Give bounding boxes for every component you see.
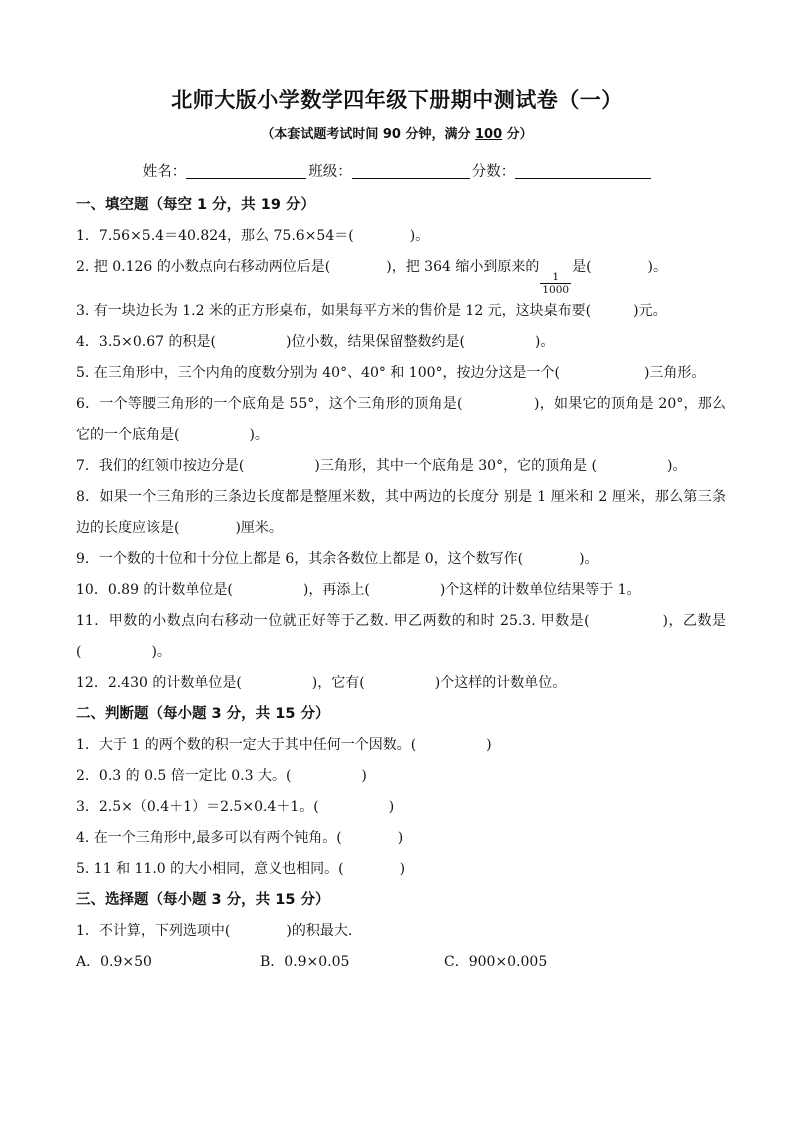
full-score: 100 [475, 127, 503, 142]
section-true-false-title: 二、判断题（每小题 3 分，共 15 分） [76, 706, 330, 722]
class-field[interactable] [352, 162, 470, 179]
question-2-1: 1．大于 1 的两个数的积一定大于其中任何一个因数。( ) [76, 737, 492, 753]
fraction-numerator: 1 [552, 271, 560, 283]
name-field[interactable] [186, 162, 306, 179]
page-title: 北师大版小学数学四年级下册期中测试卷（一） [171, 88, 623, 112]
exam-content [76, 190, 726, 978]
exam-instructions [0, 123, 794, 142]
question-1-9: 9．一个数的十位和十分位上都是 6，其余各数位上都是 0，这个数写作( )。 [76, 551, 599, 567]
choice-b: B．0.9×0.05 [260, 954, 350, 970]
question-1-5: 5. 在三角形中，三个内角的度数分别为 40°、40° 和 100°，按边分这是一个( )三角形。 [76, 365, 706, 381]
question-1-2-text: 2. 把 0.126 的小数点向右移动两位后是( )，把 364 缩小到原来的 [76, 259, 540, 275]
instructions-suffix: 分） [502, 127, 533, 142]
question-1-7: 7．我们的红领巾按边分是( )三角形，其中一个底角是 30°，它的顶角是 ( )。 [76, 458, 687, 474]
question-2-2: 2．0.3 的 0.5 倍一定比 0.3 大。( ) [76, 768, 367, 784]
question-2-4: 4. 在一个三角形中,最多可以有两个钝角。( ) [76, 830, 404, 846]
question-2-3: 3．2.5×（0.4＋1）＝2.5×0.4＋1。( ) [76, 799, 395, 815]
section-multiple-choice-title: 三、选择题（每小题 3 分，共 15 分） [76, 892, 330, 908]
question-1-3: 3. 有一块边长为 1.2 米的正方形桌布，如果每平方米的售价是 12 元，这块桌布要( )元。 [76, 303, 667, 319]
question-1-1: 1．7.56×5.4＝40.824，那么 75.6×54＝( )。 [76, 228, 430, 244]
score-label: 分数： [471, 164, 516, 180]
question-1-2 [76, 252, 726, 296]
question-1-12: 12．2.430 的计数单位是( )，它有( )个这样的计数单位。 [76, 675, 567, 691]
question-1-4: 4．3.5×0.67 的积是( )位小数，结果保留整数约是( )。 [76, 334, 555, 350]
section-fill-blank-title: 一、填空题（每空 1 分，共 19 分） [76, 197, 315, 213]
question-1-8: 8．如果一个三角形的三条边长度都是整厘米数，其中两边的长度分 别是 1 厘米和 2 厘米，那么第三条边的长度应该是( )厘米。 [76, 489, 726, 536]
fraction-denominator: 1000 [542, 284, 570, 296]
question-2-5: 5. 11 和 11.0 的大小相同，意义也相同。( ) [76, 861, 406, 877]
question-1-2-tail: 是( )。 [572, 259, 668, 275]
question-1-10: 10．0.89 的计数单位是( )，再添上( )个这样的计数单位结果等于 1。 [76, 582, 641, 598]
score-field[interactable] [515, 162, 651, 179]
student-info-row [0, 160, 794, 181]
question-1-11: 11．甲数的小数点向右移动一位就正好等于乙数. 甲乙两数的和时 25.3. 甲数是( )，乙数是( )。 [76, 613, 726, 660]
choice-c: C．900×0.005 [444, 954, 548, 970]
instructions-prefix: （本套试题考试时间 90 分钟，满分 [261, 127, 475, 142]
question-1-6: 6．一个等腰三角形的一个底角是 55°，这个三角形的顶角是( )，如果它的顶角是 20°，那么它的一个底角是( )。 [76, 396, 726, 443]
fraction [540, 271, 571, 296]
choice-a: A．0.9×50 [76, 954, 152, 970]
question-3-1: 1．不计算，下列选项中( )的积最大. [76, 923, 353, 939]
name-label: 姓名： [142, 164, 187, 180]
question-3-1-choices [76, 947, 726, 978]
class-label: 班级： [308, 164, 352, 180]
